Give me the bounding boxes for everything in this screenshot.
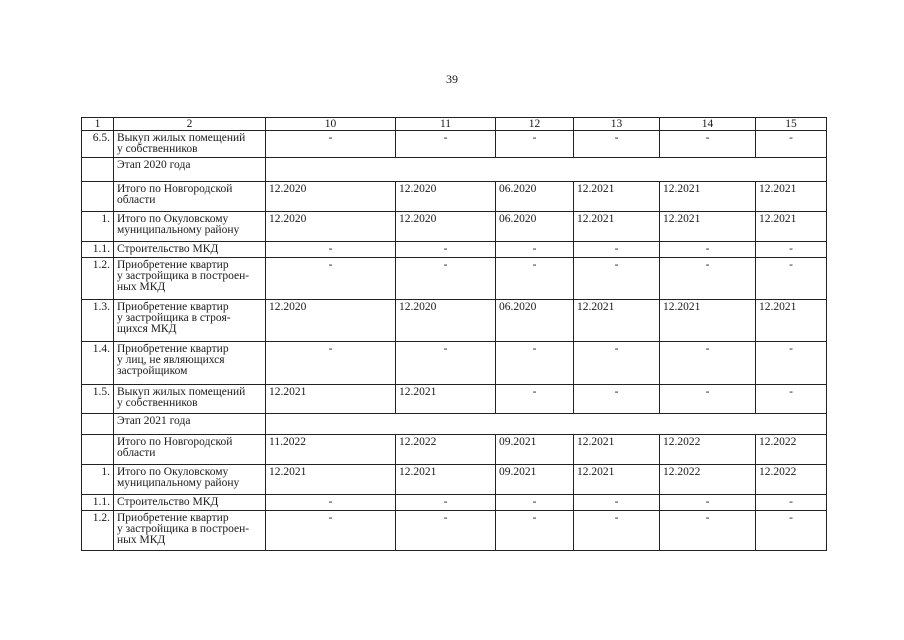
value-cell-13: -	[574, 258, 660, 300]
row-number: 1.3.	[82, 300, 114, 342]
row-number	[82, 435, 114, 465]
row-number	[82, 182, 114, 212]
value-cell-15: 12.2021	[756, 182, 827, 212]
value-cell-14: -	[660, 342, 756, 385]
value-cell-13: -	[574, 385, 660, 414]
value-cell-13: 12.2021	[574, 465, 660, 495]
schedule-table	[81, 117, 827, 551]
stage-label: Этап 2020 года	[114, 158, 266, 182]
value-cell-11: -	[396, 511, 496, 551]
value-cell-10: -	[266, 495, 396, 511]
value-cell-10: -	[266, 242, 396, 258]
row-name: Выкуп жилых помещений у собственников	[114, 131, 266, 158]
table-row	[82, 131, 827, 158]
header-row	[82, 118, 827, 131]
stage-label: Этап 2021 года	[114, 414, 266, 435]
value-cell-15: -	[756, 242, 827, 258]
row-number: 1.1.	[82, 495, 114, 511]
value-cell-14: -	[660, 511, 756, 551]
value-cell-15: -	[756, 511, 827, 551]
value-cell-15: 12.2022	[756, 435, 827, 465]
value-cell-15: -	[756, 342, 827, 385]
value-cell-10: 12.2020	[266, 212, 396, 242]
value-cell-10: 11.2022	[266, 435, 396, 465]
row-number: 1.	[82, 465, 114, 495]
table-row	[82, 465, 827, 495]
value-cell-15: 12.2021	[756, 300, 827, 342]
value-cell-12: 06.2020	[496, 300, 574, 342]
row-number: 1.5.	[82, 385, 114, 414]
value-cell-12: -	[496, 385, 574, 414]
table-row	[82, 435, 827, 465]
value-cell-12: -	[496, 342, 574, 385]
table-row	[82, 342, 827, 385]
table-row	[82, 300, 827, 342]
row-name: Выкуп жилых помещений у собственников	[114, 385, 266, 414]
value-cell-12: 06.2020	[496, 182, 574, 212]
row-name: Приобретение квартир у лиц, не являющихся застройщиком	[114, 342, 266, 385]
row-number: 1.2.	[82, 511, 114, 551]
value-cell-14: 12.2022	[660, 465, 756, 495]
table-row	[82, 212, 827, 242]
row-name: Итого по Окуловскому муниципальному району	[114, 212, 266, 242]
table-body	[82, 118, 827, 551]
table-row	[82, 511, 827, 551]
row-name: Строительство МКД	[114, 495, 266, 511]
value-cell-11: -	[396, 495, 496, 511]
value-cell-15: -	[756, 131, 827, 158]
value-cell-11: 12.2020	[396, 300, 496, 342]
row-number: 1.1.	[82, 242, 114, 258]
column-header-12: 12	[496, 118, 574, 131]
value-cell-10: -	[266, 131, 396, 158]
value-cell-15: -	[756, 258, 827, 300]
value-cell-14: -	[660, 242, 756, 258]
row-name: Итого по Новгородской области	[114, 435, 266, 465]
row-name: Итого по Окуловскому муниципальному району	[114, 465, 266, 495]
row-number-cell	[82, 158, 114, 182]
value-cell-14: 12.2021	[660, 212, 756, 242]
page-number: 39	[446, 72, 458, 86]
value-cell-14: -	[660, 385, 756, 414]
value-cell-11: -	[396, 342, 496, 385]
row-name: Приобретение квартир у застройщика в построен- ных МКД	[114, 258, 266, 300]
value-cell-13: -	[574, 342, 660, 385]
value-cell-14: 12.2022	[660, 435, 756, 465]
row-number: 6.5.	[82, 131, 114, 158]
value-cell-10: 12.2020	[266, 300, 396, 342]
value-cell-11: -	[396, 258, 496, 300]
row-name: Приобретение квартир у застройщика в построен- ных МКД	[114, 511, 266, 551]
value-cell-13: 12.2021	[574, 212, 660, 242]
value-cell-10: -	[266, 511, 396, 551]
value-cell-14: -	[660, 258, 756, 300]
value-cell-12: -	[496, 495, 574, 511]
value-cell-15: 12.2022	[756, 465, 827, 495]
value-cell-13: 12.2021	[574, 182, 660, 212]
stage-filler	[266, 158, 827, 182]
table-row	[82, 258, 827, 300]
value-cell-10: -	[266, 258, 396, 300]
value-cell-14: 12.2021	[660, 182, 756, 212]
value-cell-10: 12.2020	[266, 182, 396, 212]
value-cell-12: 09.2021	[496, 435, 574, 465]
table-row	[82, 182, 827, 212]
value-cell-12: -	[496, 511, 574, 551]
value-cell-15: -	[756, 495, 827, 511]
value-cell-14: -	[660, 495, 756, 511]
stage-filler	[266, 414, 827, 435]
column-header-11: 11	[396, 118, 496, 131]
column-header-15: 15	[756, 118, 827, 131]
row-name: Строительство МКД	[114, 242, 266, 258]
stage-row	[82, 414, 827, 435]
value-cell-13: -	[574, 511, 660, 551]
row-number: 1.2.	[82, 258, 114, 300]
value-cell-13: -	[574, 495, 660, 511]
column-header-2: 2	[114, 118, 266, 131]
stage-row	[82, 158, 827, 182]
column-header-14: 14	[660, 118, 756, 131]
value-cell-11: 12.2020	[396, 182, 496, 212]
value-cell-13: 12.2021	[574, 435, 660, 465]
value-cell-12: -	[496, 258, 574, 300]
column-header-1: 1	[82, 118, 114, 131]
value-cell-15: -	[756, 385, 827, 414]
table-row	[82, 242, 827, 258]
value-cell-11: 12.2020	[396, 212, 496, 242]
value-cell-10: 12.2021	[266, 385, 396, 414]
row-number: 1.4.	[82, 342, 114, 385]
value-cell-11: -	[396, 242, 496, 258]
table-row	[82, 385, 827, 414]
table-row	[82, 495, 827, 511]
value-cell-12: -	[496, 131, 574, 158]
value-cell-14: 12.2021	[660, 300, 756, 342]
value-cell-11: 12.2021	[396, 385, 496, 414]
value-cell-11: -	[396, 131, 496, 158]
value-cell-11: 12.2022	[396, 435, 496, 465]
value-cell-14: -	[660, 131, 756, 158]
row-number: 1.	[82, 212, 114, 242]
value-cell-10: -	[266, 342, 396, 385]
column-header-13: 13	[574, 118, 660, 131]
value-cell-15: 12.2021	[756, 212, 827, 242]
column-header-10: 10	[266, 118, 396, 131]
value-cell-11: 12.2021	[396, 465, 496, 495]
value-cell-13: 12.2021	[574, 300, 660, 342]
row-number-cell	[82, 414, 114, 435]
row-name: Итого по Новгородской области	[114, 182, 266, 212]
value-cell-13: -	[574, 242, 660, 258]
value-cell-12: 06.2020	[496, 212, 574, 242]
value-cell-12: 09.2021	[496, 465, 574, 495]
value-cell-12: -	[496, 242, 574, 258]
value-cell-13: -	[574, 131, 660, 158]
value-cell-10: 12.2021	[266, 465, 396, 495]
row-name: Приобретение квартир у застройщика в строя- щихся МКД	[114, 300, 266, 342]
